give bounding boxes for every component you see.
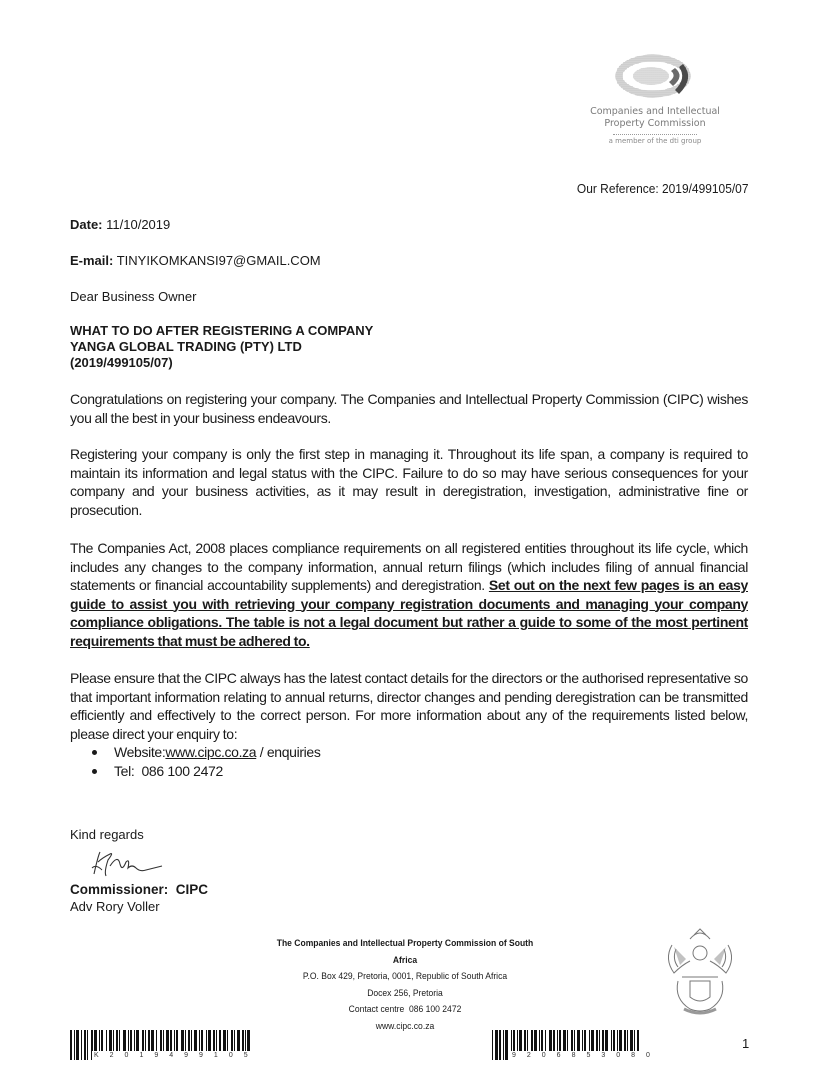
contact-telephone xyxy=(92,762,321,781)
paragraph-contact-details: Please ensure that the CIPC always has the latest contact details for the directors or the authorised representative so that important information relating to annual returns, director changes and pending deregistration can be transmitted efficiently and effectively to the correct person. For more information about any of the requirements listed below, please direct your enquiry to: xyxy=(70,670,748,742)
paragraph-companies-act xyxy=(70,539,748,650)
logo-org-line2: Property Commission xyxy=(604,118,706,129)
logo-org-name xyxy=(580,106,730,130)
guide-emphasis-text: Set out on the next few pages is an easy guide to assist you with retrieving your company registration documents and managing your company compliance obligations. The table is not a legal document but rather a guide to some of the most pertinent requirements that must be adhered to. xyxy=(70,577,748,649)
subject-registration-number: (2019/499105/07) xyxy=(70,355,173,370)
subject-line1: WHAT TO DO AFTER REGISTERING A COMPANY xyxy=(70,323,374,338)
website-suffix: / enquiries xyxy=(256,744,321,760)
barcode-left-text: K2019499105 xyxy=(92,1051,288,1061)
footer-website: www.cipc.co.za xyxy=(375,1020,435,1032)
contact-website xyxy=(92,743,321,762)
bullet-icon xyxy=(92,750,97,755)
footer-po-box: P.O. Box 429, Pretoria, 0001, Republic of South Africa xyxy=(302,971,508,982)
page-number: 1 xyxy=(742,1036,750,1051)
footer-org: The Companies and Intellectual Property Commission of South Africa xyxy=(276,938,534,966)
logo-org-line1: Companies and Intellectual xyxy=(590,106,720,117)
footer-address xyxy=(270,936,540,1035)
paragraph-congratulations: Congratulations on registering your company. The Companies and Intellectual Property Commission (CIPC) wishes you all the best in your business endeavours. xyxy=(70,391,748,426)
subject-block xyxy=(70,323,373,371)
barcode-right-text: 9206853080 xyxy=(510,1051,676,1061)
email-line xyxy=(70,253,321,269)
coat-of-arms-icon xyxy=(660,925,740,1022)
subject-company-name: YANGA GLOBAL TRADING (PTY) LTD xyxy=(70,339,302,354)
barcode-left xyxy=(70,1030,300,1062)
closing: Kind regards xyxy=(70,827,144,842)
cipc-swirl-icon xyxy=(613,40,697,104)
logo-divider xyxy=(613,134,697,135)
our-reference: Our Reference: 2019/499105/07 xyxy=(576,181,748,196)
logo-tagline: a member of the dti group xyxy=(608,137,702,145)
date-value: 11/10/2019 xyxy=(106,217,171,232)
signatory-title: Commissioner: CIPC xyxy=(70,882,209,897)
date-label: Date: xyxy=(70,217,103,232)
cipc-logo xyxy=(580,40,730,170)
email-value: TINYIKOMKANSI97@GMAIL.COM xyxy=(116,253,321,268)
barcode-right xyxy=(492,1030,688,1062)
greeting: Dear Business Owner xyxy=(70,289,197,304)
bullet-icon xyxy=(92,769,97,774)
companies-act-text: The Companies Act, 2008 places compliance requirements on all registered entities throughout its life cycle, which includes any changes to the company information, annual return filings (which includes filing of annual financial statements or financial accountability supplements) and deregistration. xyxy=(70,540,748,593)
signatory-name: Adv Rory Voller xyxy=(70,899,160,914)
footer-contact-centre: Contact centre 086 100 2472 xyxy=(348,1004,462,1015)
tel-value: 086 100 2472 xyxy=(141,763,223,779)
website-link[interactable]: www.cipc.co.za xyxy=(165,744,257,760)
date-line xyxy=(70,217,170,233)
footer-docex: Docex 256, Pretoria xyxy=(367,987,443,999)
paragraph-registration-first-step: Registering your company is only the first step in managing it. Throughout its life span, a company is required to maintain its information and legal status with the CIPC. Failure to do so may have serious consequences for your company and your business activities, as it may result in deregistration, investigation, administrative fine or prosecution. xyxy=(70,446,748,518)
tel-label: Tel: xyxy=(114,763,142,779)
email-label: E-mail: xyxy=(70,253,114,268)
contact-list xyxy=(92,743,321,781)
website-label: Website: xyxy=(114,744,166,760)
